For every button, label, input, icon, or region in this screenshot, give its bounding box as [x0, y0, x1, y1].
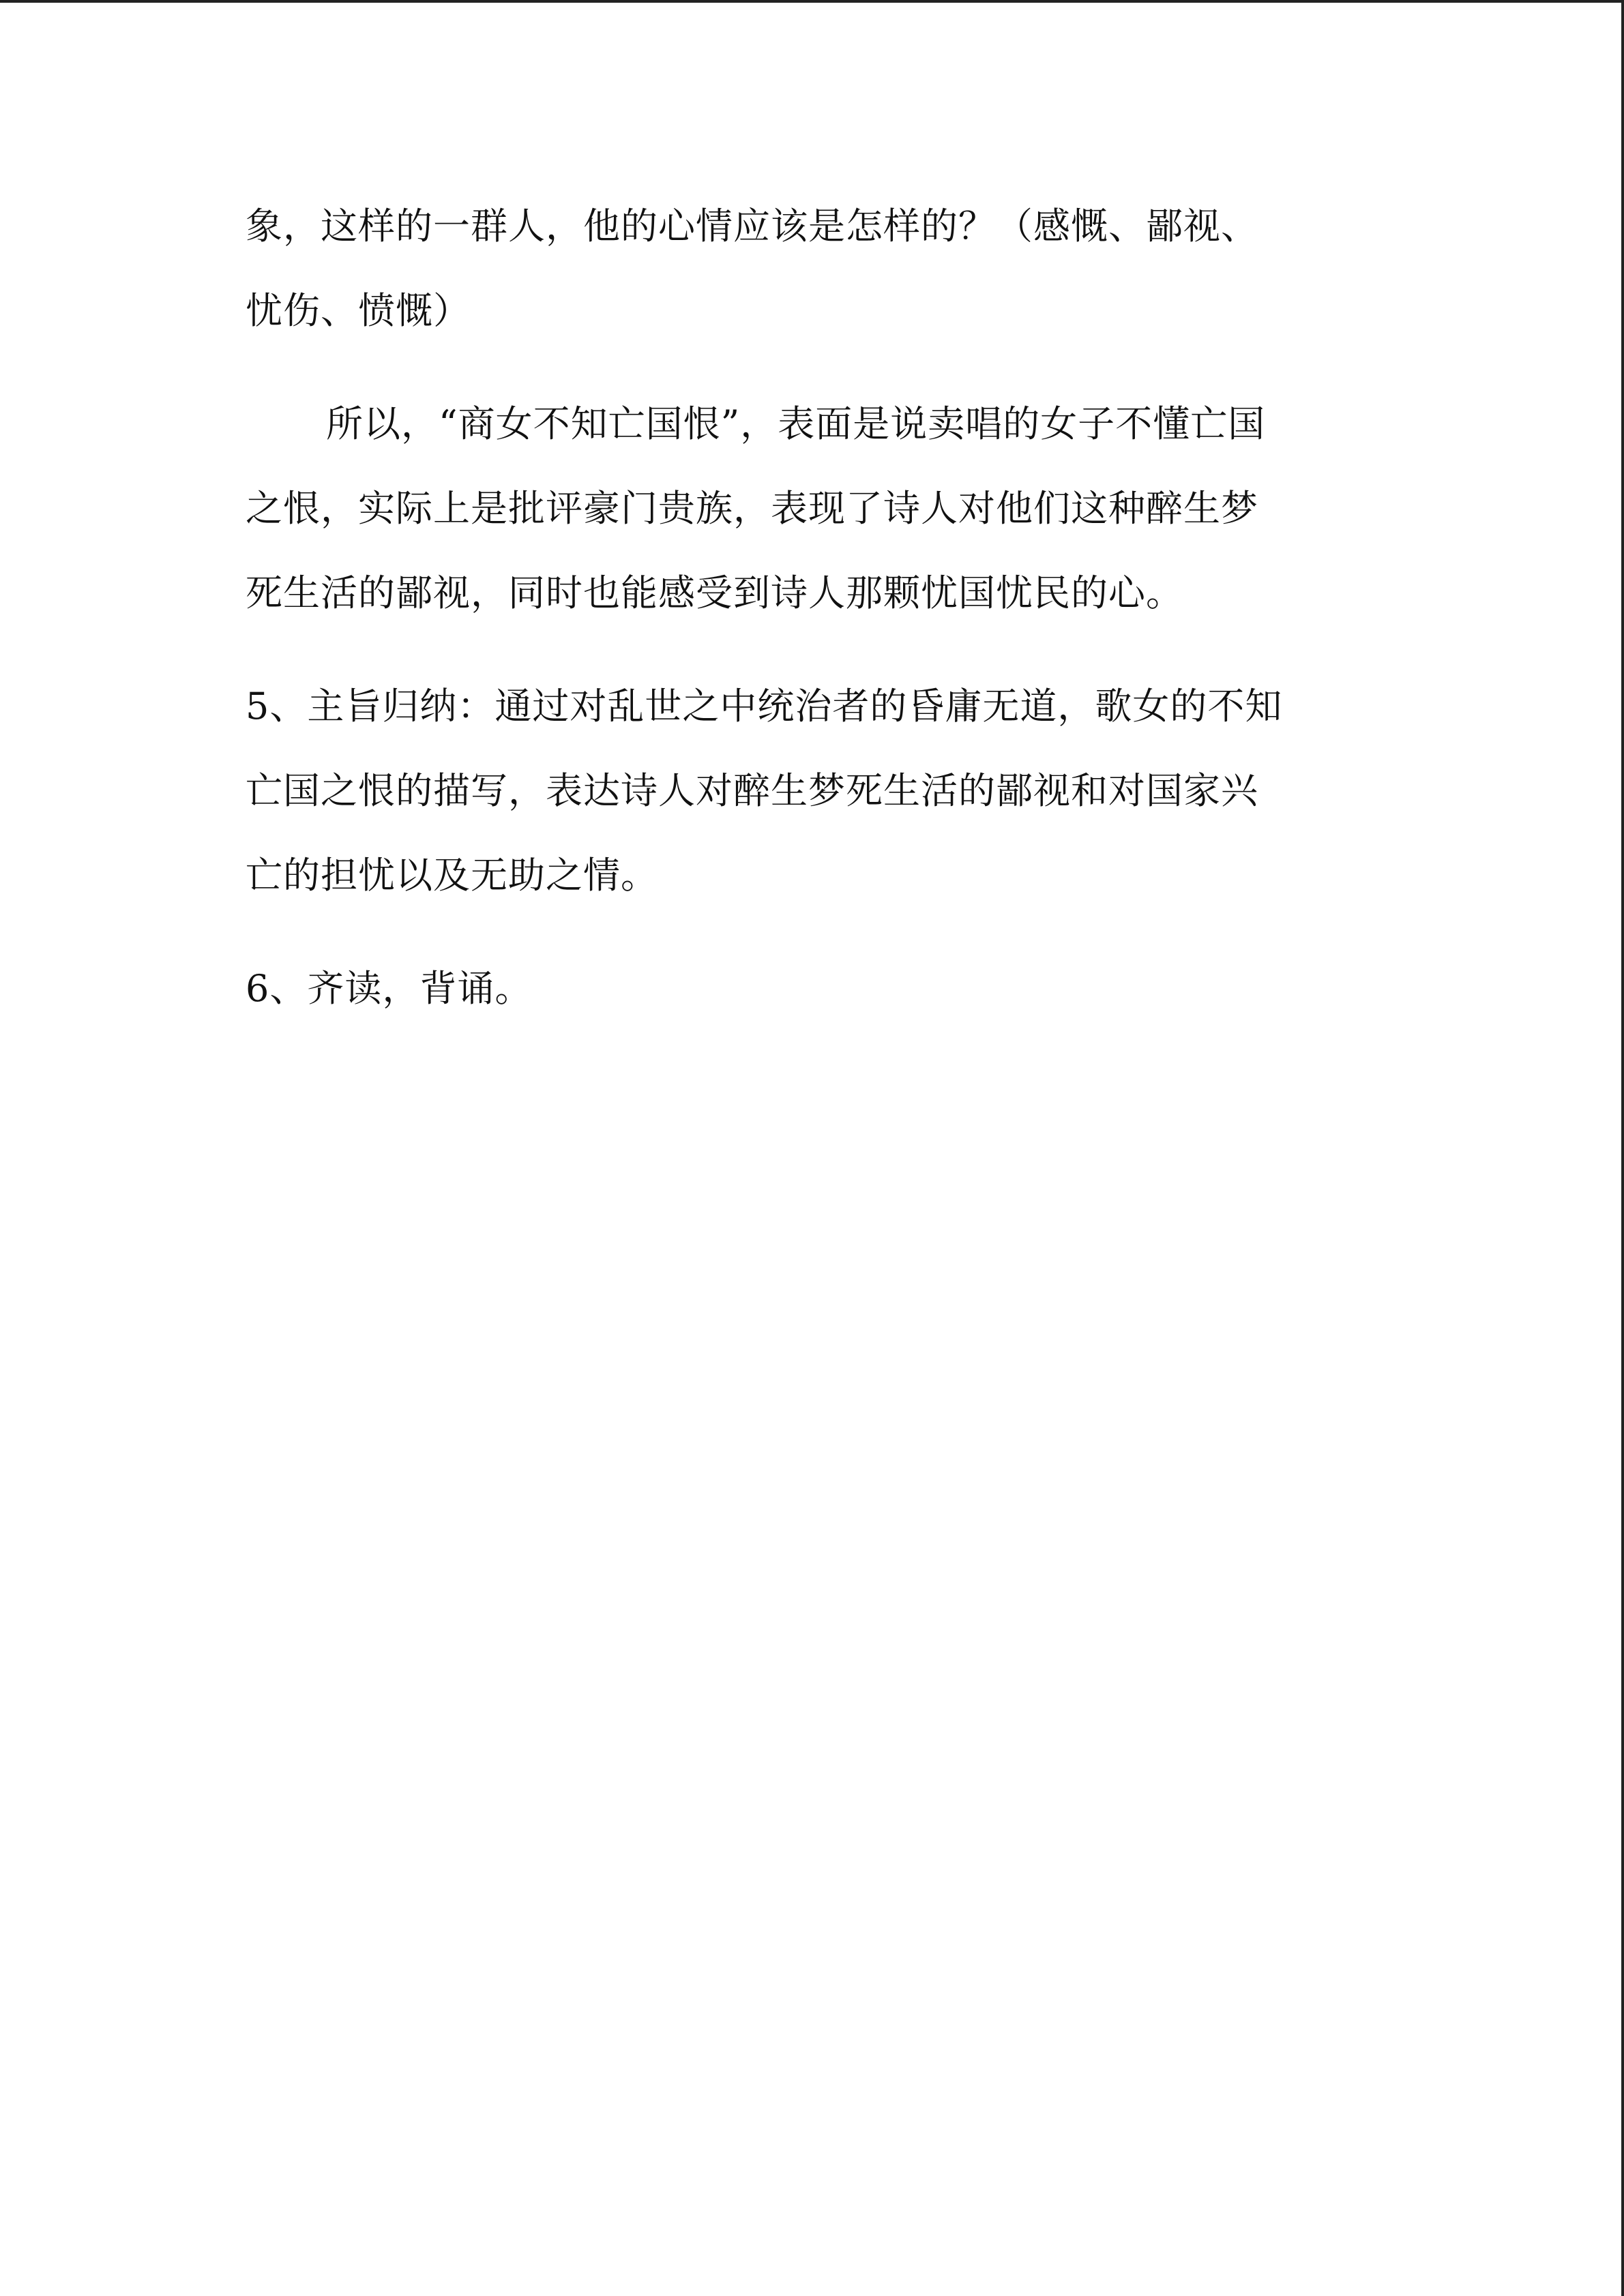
paragraph-analysis	[246, 402, 1378, 615]
text-line: 忧伤、愤慨）	[246, 289, 471, 332]
text-line: 5、主旨归纳：通过对乱世之中统治者的昏庸无道，歌女的不知	[246, 685, 1283, 728]
document-body	[246, 205, 1378, 1011]
paragraph-theme-summary	[246, 685, 1378, 897]
text-line: 6、齐读，背诵。	[246, 967, 533, 1010]
text-line: 所以，“商女不知亡国恨”，表面是说卖唱的女子不懂亡国	[326, 402, 1266, 445]
text-line: 死生活的鄙视，同时也能感受到诗人那颗忧国忧民的心。	[246, 571, 1183, 614]
paragraph-recite	[246, 967, 1378, 1011]
text-line: 之恨，实际上是批评豪门贵族，表现了诗人对他们这种醉生梦	[246, 487, 1258, 530]
text-line: 象，这样的一群人，他的心情应该是怎样的？（感慨、鄙视、	[246, 205, 1258, 248]
page-border-right	[1621, 0, 1624, 2296]
text-line: 亡国之恨的描写，表达诗人对醉生梦死生活的鄙视和对国家兴	[246, 769, 1258, 812]
text-line: 亡的担忧以及无助之情。	[246, 854, 658, 897]
page-border-top	[0, 0, 1624, 3]
paragraph-question	[246, 205, 1378, 333]
